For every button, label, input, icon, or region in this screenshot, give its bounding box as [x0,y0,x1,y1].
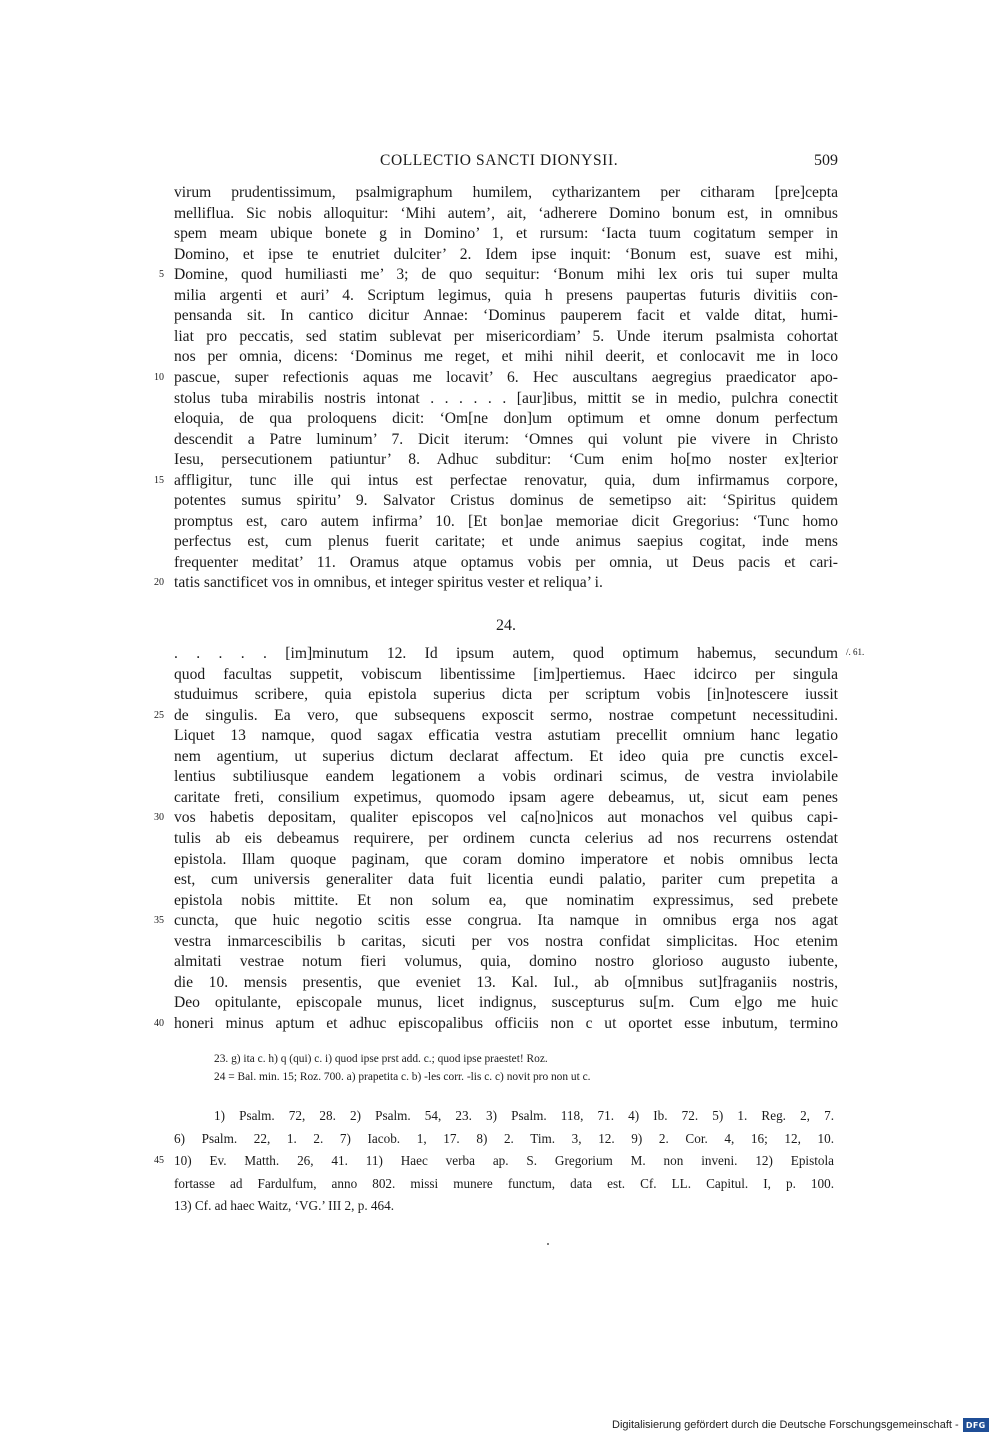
apparatus-line: 24 = Bal. min. 15; Roz. 700. a) prapetita c. b) -les corr. -lis c. c) novit pro non ut c. [214,1071,591,1083]
text-line: promptus est, caro autem infirma’ 10. [Et bon]ae memoriae dicit Gregorius: ‘Tunc homo [174,512,838,530]
text-line: descendit a Patre luminum’ 7. Dicit iterum: ‘Omnes qui volunt pie vivere in Christo [174,430,838,448]
line-number: 40 [154,1017,164,1029]
text-line: frequenter meditat’ 11. Oramus atque optamus vobis per omnia, ut Deus pacis et cari- [174,553,838,571]
text-line: de singulis. Ea vero, que subsequens exposcit sermo, nostrae competunt necessitudini. [174,706,838,724]
text-line: Liquet 13 namque, quod sagax efficatia vestra astutiam precellit omnium hanc legatio [174,727,838,745]
text-line: melliflua. Sic nobis alloquitur: ‘Mihi autem’, ait, ‘adherere Domino bonum est, in omnibus [174,204,838,222]
footnote-line: 1) Psalm. 72, 28. 2) Psalm. 54, 23. 3) Psalm. 118, 71. 4) Ib. 72. 5) 1. Reg. 2, 7. [214,1108,834,1123]
text-line: virum prudentissimum, psalmigraphum humilem, cytharizantem per citharam [pre]cepta [174,184,838,201]
section-heading: 24. [496,617,516,634]
footnote-line: fortasse ad Fardulfum, anno 802. missi munere functum, data est. Cf. LL. Capitul. I, p. 100. [174,1175,834,1191]
text-line: Domine, quod humiliasti me’ 3; de quo sequitur: ‘Bonum mihi lex oris tui super multa [174,266,838,284]
dfg-logo-icon: DFG [963,1418,989,1432]
text-line: potentes sumus spiritu’ 9. Salvator Cristus dominus de semetipso ait: ‘Spiritus quidem [174,492,838,510]
text-line: quod facultas suppetit, vobiscum libentissime [im]pertiemus. Haec idcirco per singula [174,665,838,683]
text-line: spem meam ubique bonete g in Domino’ 1, et rursum: ‘Iacta tuum cogitatum semper in [174,225,838,243]
text-line: . . . . . [im]minutum 12. Id ipsum autem, quod optimum habemus, secundum [174,645,838,662]
text-line: almitati vestrae notum fieri volumus, quia, domino nostro glorioso augusto iubente, [174,953,838,971]
text-line: eloquia, de qua proloquens dicit: ‘Om[ne don]um optimum et omne donum perfectum [174,410,838,428]
text-line: caritate freti, consilium expetimus, quomodo ipsam agere debeamus, ut, sicut eam penes [174,788,838,806]
text-line: Domino, et ipse te enutriet dulciter’ 2. Idem ipse inquit: ‘Bonum est, suave est mihi, [174,245,838,263]
line-number: 5 [159,269,164,281]
footer-credit [612,1417,989,1433]
text-line: die 10. mensis presentis, que eveniet 13. Kal. Iul., ab o[mnibus sut]fraganiis nostris, [174,973,838,991]
dot-mark [547,1243,549,1245]
running-title: COLLECTIO SANCTI DIONYSII. [380,152,619,169]
line-number: 35 [154,915,164,927]
line-number: 20 [154,577,164,589]
text-line: affligitur, tunc ille qui intus est perfectae renovatur, quia, dum infirmamus corpore, [174,471,838,489]
apparatus-line: 23. g) ita c. h) q (qui) c. i) quod ipse prst add. c.; quod ipse praestet! Roz. [214,1053,548,1065]
page-number: 509 [814,152,838,169]
text-line: Iesu, persecutionem patiuntur’ 8. Adhuc subditur: ‘Cum enim ho[mo noster ex]terior [174,451,838,469]
text-line: perfectus est, cum plenus fuerit caritate; et unde animus saepius cogitat, inde mens [174,533,838,551]
text-line: honeri minus aptum et adhuc episcopalibus officiis non c ut oportet esse inbutum, termino [174,1014,838,1032]
text-line: stolus tuba mirabilis nostris intonat . . . . . . [aur]ibus, mittit se in medio, pulchra conectit [174,389,838,407]
line-number: 30 [154,812,164,824]
text-line: studuimus scribere, quia epistola superius dicta per scriptum vobis [in]notescere iussit [174,686,838,704]
margin-note: /. 61. [846,647,865,657]
footer-credit-text: Digitalisierung gefördert durch die Deutsche Forschungsgemeinschaft - [612,1419,959,1431]
text-line: tulis ab eis debeamus requirere, per ordinem cuncta celerius ad nos recurrens ostendat [174,829,838,847]
text-line: lentius subtiliusque eandem legationem a vobis ordinari scimus, de vestra inviolabile [174,768,838,786]
footnote-line: 13) Cf. ad haec Waitz, ‘VG.’ III 2, p. 464. [174,1198,394,1213]
text-line: cuncta, que huic negotio scitis esse congrua. Ita namque in omnibus erga nos agat [174,912,838,930]
text-line: est, cum universis generaliter data fuit licentia eundi palatio, pariter cum prepetita a [174,871,838,889]
text-line: epistola nobis mittite. Et non solum ea, que nominatim expressimus, sed prebete [174,891,838,909]
text-line: tatis sanctificet vos in omnibus, et integer spiritus vester et reliqua’ i. [174,574,603,592]
footnote-line: 6) Psalm. 22, 1. 2. 7) Iacob. 1, 17. 8) 2. Tim. 3, 12. 9) 2. Cor. 4, 16; 12, 10. [174,1130,834,1146]
line-number: 15 [154,474,164,486]
text-line: vestra inmarcescibilis b caritas, sicuti per vos nostra confidat simplicitas. Hoc etenim [174,932,838,950]
text-line: pensanda sit. In cantico dicitur Annae: ‘Dominus pauperem facit et valde ditat, humi- [174,307,838,325]
line-number: 25 [154,709,164,721]
text-line: epistola. Illam quoque paginam, que coram domino imperatore et nobis omnibus lecta [174,850,838,868]
line-number: 45 [154,1155,164,1166]
text-line: nos per omnia, dicens: ‘Dominus me reget, et mihi nihil deerit, et conlocavit me in loco [174,348,838,366]
footnote-line: 10) Ev. Matth. 26, 41. 11) Haec verba ap. S. Gregorium M. non inveni. 12) Epistola [174,1153,834,1168]
text-line: nem agentium, ut superius dictum declarat affectum. Et ideo quia pre cunctis excel- [174,747,838,765]
text-line: vos habetis depositam, qualiter episcopos vel ca[no]nicos aut monachos vel quibus capi- [174,809,838,827]
text-line: liat pro peccatis, sed statim sublevat per misericordiam’ 5. Unde iterum psalmista cohortat [174,327,838,345]
page-header [174,152,838,174]
line-number: 10 [154,371,164,383]
text-line: Deo opitulante, episcopale munus, licet indignus, suscepturus su[m. Cum e]go me huic [174,994,838,1012]
text-line: milia argenti et auri’ 4. Scriptum legimus, quia h presens paupertas futuris divitiis con- [174,286,838,304]
text-line: pascue, super refectionis aquas me locavit’ 6. Hec auscultans aegregius praedicator apo- [174,368,838,386]
